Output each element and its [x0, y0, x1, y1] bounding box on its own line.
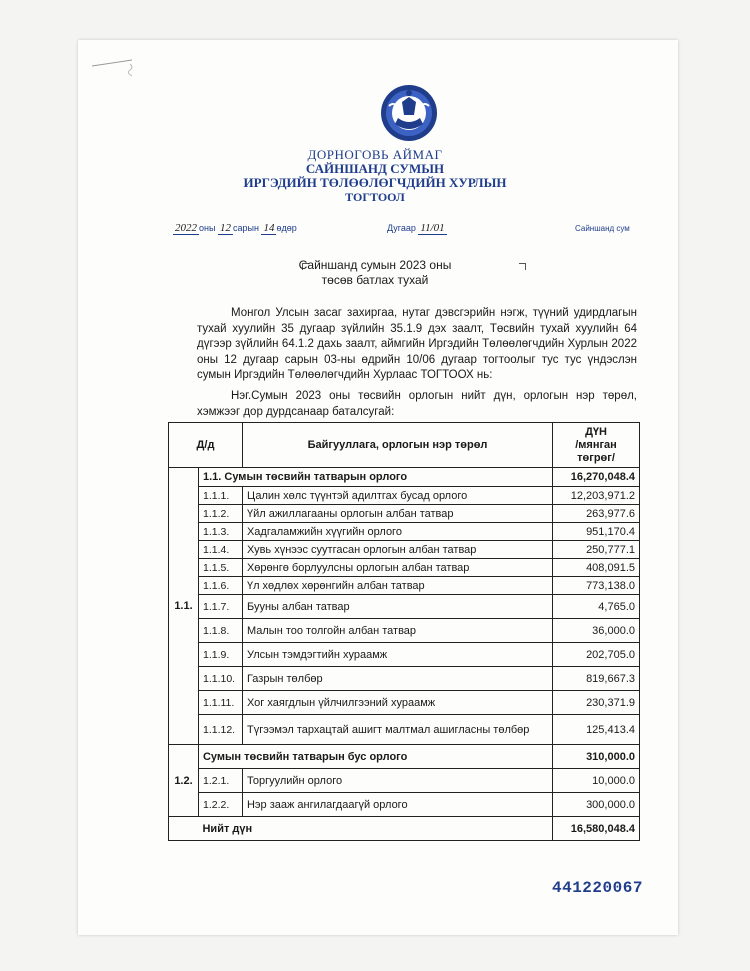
row-code: 1.1.12.: [198, 715, 242, 745]
group-title: 1.1. Сумын төсвийн татварын орлого: [198, 468, 552, 487]
row-code: 1.1.3.: [198, 523, 242, 541]
council-name: ИРГЭДИЙН ТӨЛӨӨЛӨГЧДИЙН ХУРЛЫН: [243, 175, 507, 190]
article-one-paragraph: Нэг.Сумын 2023 оны төсвийн орлогын нийт дүн, орлогын нэр төрөл, хэмжээг дор дурдсанаар баталсугай:: [197, 390, 637, 418]
row-code: 1.1.4.: [198, 541, 242, 559]
grand-total-amount: 16,580,048.4: [553, 817, 640, 841]
row-amount: 951,170.4: [553, 523, 640, 541]
row-name: Үйл ажиллагааны орлогын албан татвар: [242, 505, 552, 523]
group-total: 16,270,048.4: [553, 468, 640, 487]
grand-total-spacer: [169, 817, 199, 841]
row-amount: 408,091.5: [553, 559, 640, 577]
row-amount: 4,765.0: [553, 595, 640, 619]
row-amount: 300,000.0: [553, 793, 640, 817]
table-row: [169, 487, 640, 505]
soum-name: САЙНШАНД СУМЫН: [305, 161, 445, 176]
row-name: Цалин хөлс түүнтэй адилтгах бусад орлого: [242, 487, 552, 505]
serial-number-stamp: 441220067: [552, 879, 643, 897]
row-name: Нэр зааж ангилагдаагүй орлого: [242, 793, 552, 817]
row-name: Газрын төлбөр: [242, 667, 552, 691]
grand-total-row: [169, 817, 640, 841]
row-code: 1.1.5.: [198, 559, 242, 577]
table-row: [169, 523, 640, 541]
row-name: Хувь хүнээс суутгасан орлогын албан татвар: [242, 541, 552, 559]
row-name: Үл хөдлөх хөрөнгийн албан татвар: [242, 577, 552, 595]
table-row: [169, 595, 640, 619]
table-row: [169, 619, 640, 643]
table-row: [169, 715, 640, 745]
date-day-suffix: өдөр: [276, 223, 297, 233]
subject: [0, 258, 750, 288]
row-code: 1.1.11.: [198, 691, 242, 715]
header-name: Байгууллага, орлогын нэр төрөл: [242, 423, 552, 468]
row-code: 1.1.9.: [198, 643, 242, 667]
resolution-number: [387, 222, 447, 235]
row-amount: 12,203,971.2: [553, 487, 640, 505]
row-code: 1.1.7.: [198, 595, 242, 619]
pencil-marks: [92, 58, 152, 98]
table-row: [169, 577, 640, 595]
row-amount: 773,138.0: [553, 577, 640, 595]
row-code: 1.1.6.: [198, 577, 242, 595]
group-code: 1.2.: [169, 745, 199, 817]
date-month-suffix: сарын: [232, 223, 259, 233]
row-amount: 230,371.9: [553, 691, 640, 715]
table-row: [169, 793, 640, 817]
row-code: 1.1.1.: [198, 487, 242, 505]
table-row: [169, 541, 640, 559]
table-row: [169, 505, 640, 523]
row-code: 1.2.2.: [198, 793, 242, 817]
revenue-table: [168, 422, 640, 841]
row-code: 1.1.8.: [198, 619, 242, 643]
subject-line-2: төсөв батлах тухай: [321, 273, 429, 287]
table-row: [169, 559, 640, 577]
row-code: 1.1.10.: [198, 667, 242, 691]
document-type: ТОГТООЛ: [345, 190, 405, 204]
table-header-row: [169, 423, 640, 468]
number-label: Дугаар: [387, 223, 416, 233]
row-code: 1.1.2.: [198, 505, 242, 523]
table-row: [169, 643, 640, 667]
group-total: 310,000.0: [553, 745, 640, 769]
row-name: Улсын тэмдэгтийн хураамж: [242, 643, 552, 667]
date-month: 12: [219, 222, 231, 234]
date-year-suffix: оны: [199, 223, 216, 233]
row-name: Түгээмэл тархацтай ашигт малтмал ашигласны төлбөр: [242, 715, 552, 745]
row-code: 1.2.1.: [198, 769, 242, 793]
row-name: Хог хаягдлын үйлчилгээний хураамж: [242, 691, 552, 715]
preamble-paragraph: Монгол Улсын засаг захиргаа, нутаг дэвсгэрийн нэгж, түүний удирдлагын тухай хуулийн 35 дугаар зүйлийн 35.1.9 дэх заалт, Төсвийн тухай хуулийн 64 дүгээр зүйлийн 64.1.2 дахь заалт, аймгийн Иргэдийн Төлөөлөгчдийн Хурлын 2022 оны 12 дугаар сарын 03-ны өдрийн 10/06 дугаар тогтоолыг тус тус үндэслэн сумын Иргэдийн Төлөөлөгчдийн Хурлаас ТОГТООХ нь:: [197, 307, 637, 381]
table-row: [169, 667, 640, 691]
row-amount: 819,667.3: [553, 667, 640, 691]
row-amount: 125,413.4: [553, 715, 640, 745]
grand-total-label: Нийт дүн: [198, 817, 552, 841]
row-amount: 36,000.0: [553, 619, 640, 643]
row-amount: 250,777.1: [553, 541, 640, 559]
row-amount: 10,000.0: [553, 769, 640, 793]
row-amount: 202,705.0: [553, 643, 640, 667]
table-row: [169, 691, 640, 715]
table-row: [169, 769, 640, 793]
state-emblem-icon: [380, 84, 438, 142]
header-number: Д/д: [169, 423, 243, 468]
group-title: Сумын төсвийн татварын бус орлого: [198, 745, 552, 769]
group-row: [169, 468, 640, 487]
header-amount-line1: ДҮН: [585, 425, 607, 438]
row-name: Малын тоо толгойн албан татвар: [242, 619, 552, 643]
row-name: Хадгаламжийн хүүгийн орлого: [242, 523, 552, 541]
place-name: Сайншанд сум: [575, 224, 630, 233]
header-amount-line2: /мянган: [575, 438, 617, 451]
date-year: 2022: [175, 222, 197, 234]
date-day: 14: [263, 222, 275, 234]
group-code: 1.1.: [169, 468, 199, 745]
aimag-name: ДОРНОГОВЬ АЙМАГ: [307, 147, 443, 162]
header-amount-line3: төгрөг/: [577, 451, 615, 464]
group-row: [169, 745, 640, 769]
row-name: Бууны албан татвар: [242, 595, 552, 619]
row-amount: 263,977.6: [553, 505, 640, 523]
number-value: 11/01: [420, 222, 445, 234]
row-name: Хөрөнгө борлуулсны орлогын албан татвар: [242, 559, 552, 577]
subject-line-1: Сайншанд сумын 2023 оны: [298, 258, 452, 272]
date-line: [173, 222, 297, 235]
header-amount: [553, 423, 640, 468]
row-name: Торгуулийн орлого: [242, 769, 552, 793]
